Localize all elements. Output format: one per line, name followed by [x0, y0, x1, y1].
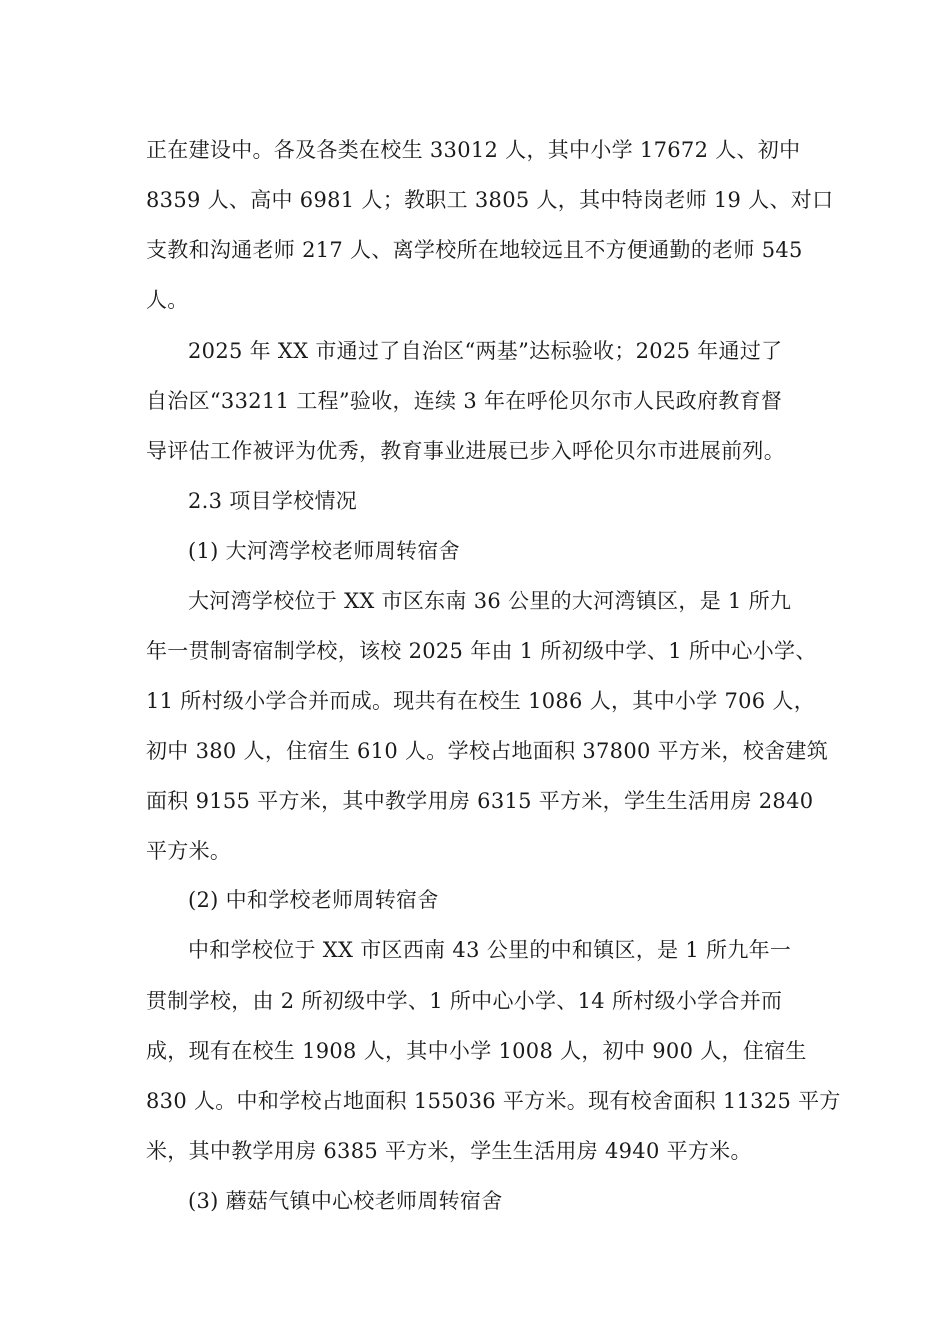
paragraph-line: 大河湾学校位于 XX 市区东南 36 公里的大河湾镇区，是 1 所九 [188, 589, 792, 613]
paragraph-line: 人。 [146, 288, 189, 312]
section-heading: 2.3 项目学校情况 [188, 489, 358, 513]
subsection-heading: (2) 中和学校老师周转宿舍 [188, 888, 439, 912]
paragraph-line: 8359 人、高中 6981 人；教职工 3805 人，其中特岗老师 19 人、对口 [146, 188, 834, 212]
paragraph-line: 11 所村级小学合并而成。现共有在校生 1086 人，其中小学 706 人， [146, 689, 816, 713]
subsection-heading: (1) 大河湾学校老师周转宿舍 [188, 539, 460, 563]
paragraph-line: 导评估工作被评为优秀，教育事业进展已步入呼伦贝尔市进展前列。 [146, 439, 785, 463]
paragraph-line: 初中 380 人，住宿生 610 人。学校占地面积 37800 平方米，校舍建筑 [146, 739, 829, 763]
paragraph-line: 正在建设中。各及各类在校生 33012 人，其中小学 17672 人、初中 [146, 138, 801, 162]
paragraph-line: 支教和沟通老师 217 人、离学校所在地较远且不方便通勤的老师 545 [146, 238, 803, 262]
paragraph-line: 中和学校位于 XX 市区西南 43 公里的中和镇区，是 1 所九年一 [188, 938, 792, 962]
paragraph-line: 米，其中教学用房 6385 平方米，学生生活用房 4940 平方米。 [146, 1139, 752, 1163]
paragraph-line: 自治区“33211 工程”验收，连续 3 年在呼伦贝尔市人民政府教育督 [146, 389, 783, 413]
paragraph-line: 成，现有在校生 1908 人，其中小学 1008 人，初中 900 人，住宿生 [146, 1039, 807, 1063]
paragraph-line: 面积 9155 平方米，其中教学用房 6315 平方米，学生生活用房 2840 [146, 789, 814, 813]
paragraph-line: 平方米。 [146, 839, 232, 863]
subsection-heading: (3) 蘑菇气镇中心校老师周转宿舍 [188, 1189, 503, 1213]
paragraph-line: 830 人。中和学校占地面积 155036 平方米。现有校舍面积 11325 平方 [146, 1089, 841, 1113]
paragraph-line: 贯制学校，由 2 所初级中学、1 所中心小学、14 所村级小学合并而 [146, 989, 783, 1013]
paragraph-line: 2025 年 XX 市通过了自治区“两基”达标验收；2025 年通过了 [188, 339, 783, 363]
paragraph-line: 年一贯制寄宿制学校，该校 2025 年由 1 所初级中学、1 所中心小学、 [146, 639, 817, 663]
